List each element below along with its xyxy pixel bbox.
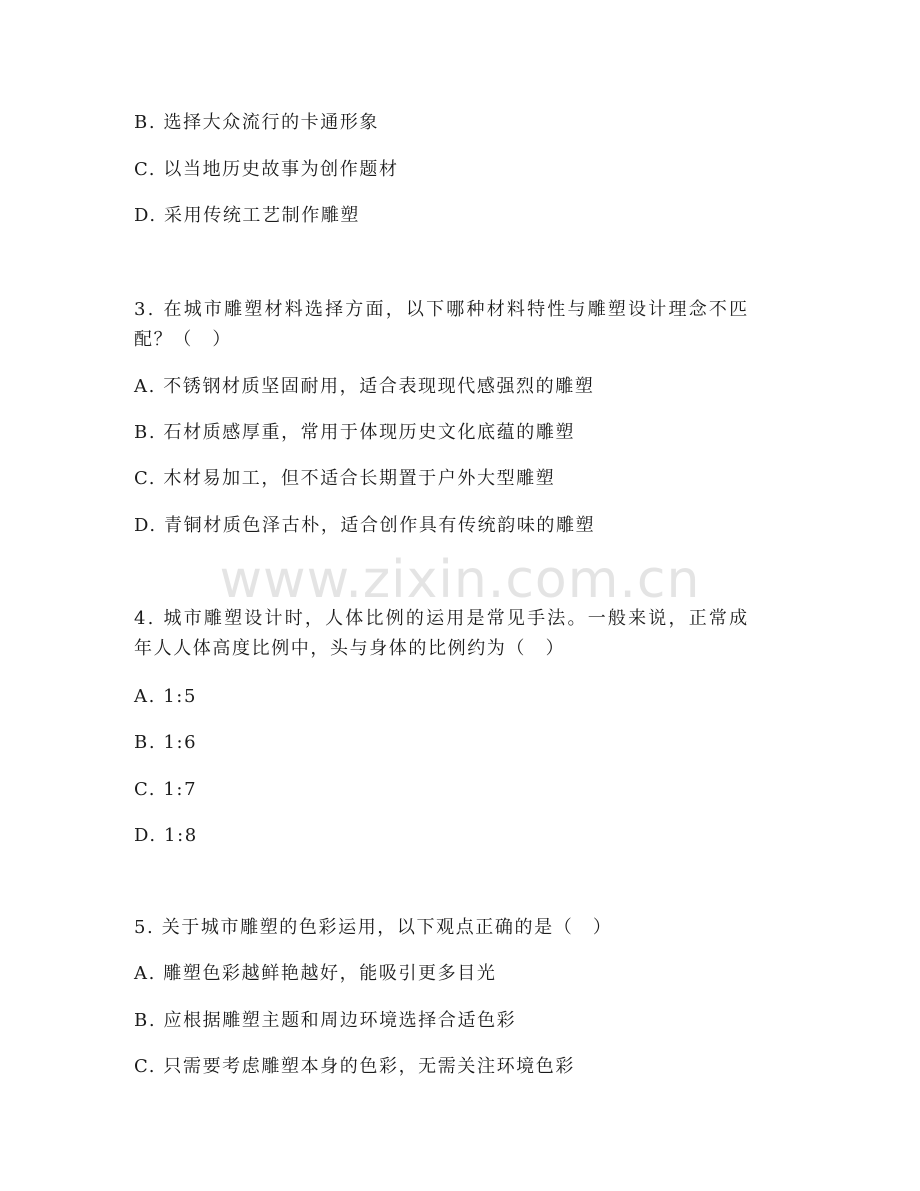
q5-option-a: A. 雕塑色彩越鲜艳越好，能吸引更多目光 [134,963,497,984]
q2-option-d: D. 采用传统工艺制作雕塑 [134,205,361,226]
q3-option-a: A. 不锈钢材质坚固耐用，适合表现现代感强烈的雕塑 [134,376,595,397]
q3-stem-line2: 配？（ ） [134,329,232,350]
q2-option-c: C. 以当地历史故事为创作题材 [134,159,399,180]
q4-option-b: B. 1:6 [134,732,198,753]
q4-stem-line1: 4. 城市雕塑设计时，人体比例的运用是常见手法。一般来说，正常成 [134,608,750,629]
q5-option-c: C. 只需要考虑雕塑本身的色彩，无需关注环境色彩 [134,1056,575,1077]
q3-option-d: D. 青铜材质色泽古朴，适合创作具有传统韵味的雕塑 [134,515,596,536]
q5-option-b: B. 应根据雕塑主题和周边环境选择合适色彩 [134,1010,517,1031]
q3-stem-line1: 3. 在城市雕塑材料选择方面，以下哪种材料特性与雕塑设计理念不匹 [134,299,750,320]
q3-option-b: B. 石材质感厚重，常用于体现历史文化底蕴的雕塑 [134,422,576,443]
q4-option-a: A. 1:5 [134,686,198,707]
q4-stem-line2: 年人人体高度比例中，头与身体的比例约为（ ） [134,638,566,659]
watermark: www.zixin.com.cn [219,550,701,610]
q4-option-c: C. 1:7 [134,779,198,800]
q2-option-b: B. 选择大众流行的卡通形象 [134,112,380,133]
q3-option-c: C. 木材易加工，但不适合长期置于户外大型雕塑 [134,468,556,489]
q4-option-d: D. 1:8 [134,825,198,846]
q5-stem-line1: 5. 关于城市雕塑的色彩运用，以下观点正确的是（ ） [134,917,613,938]
